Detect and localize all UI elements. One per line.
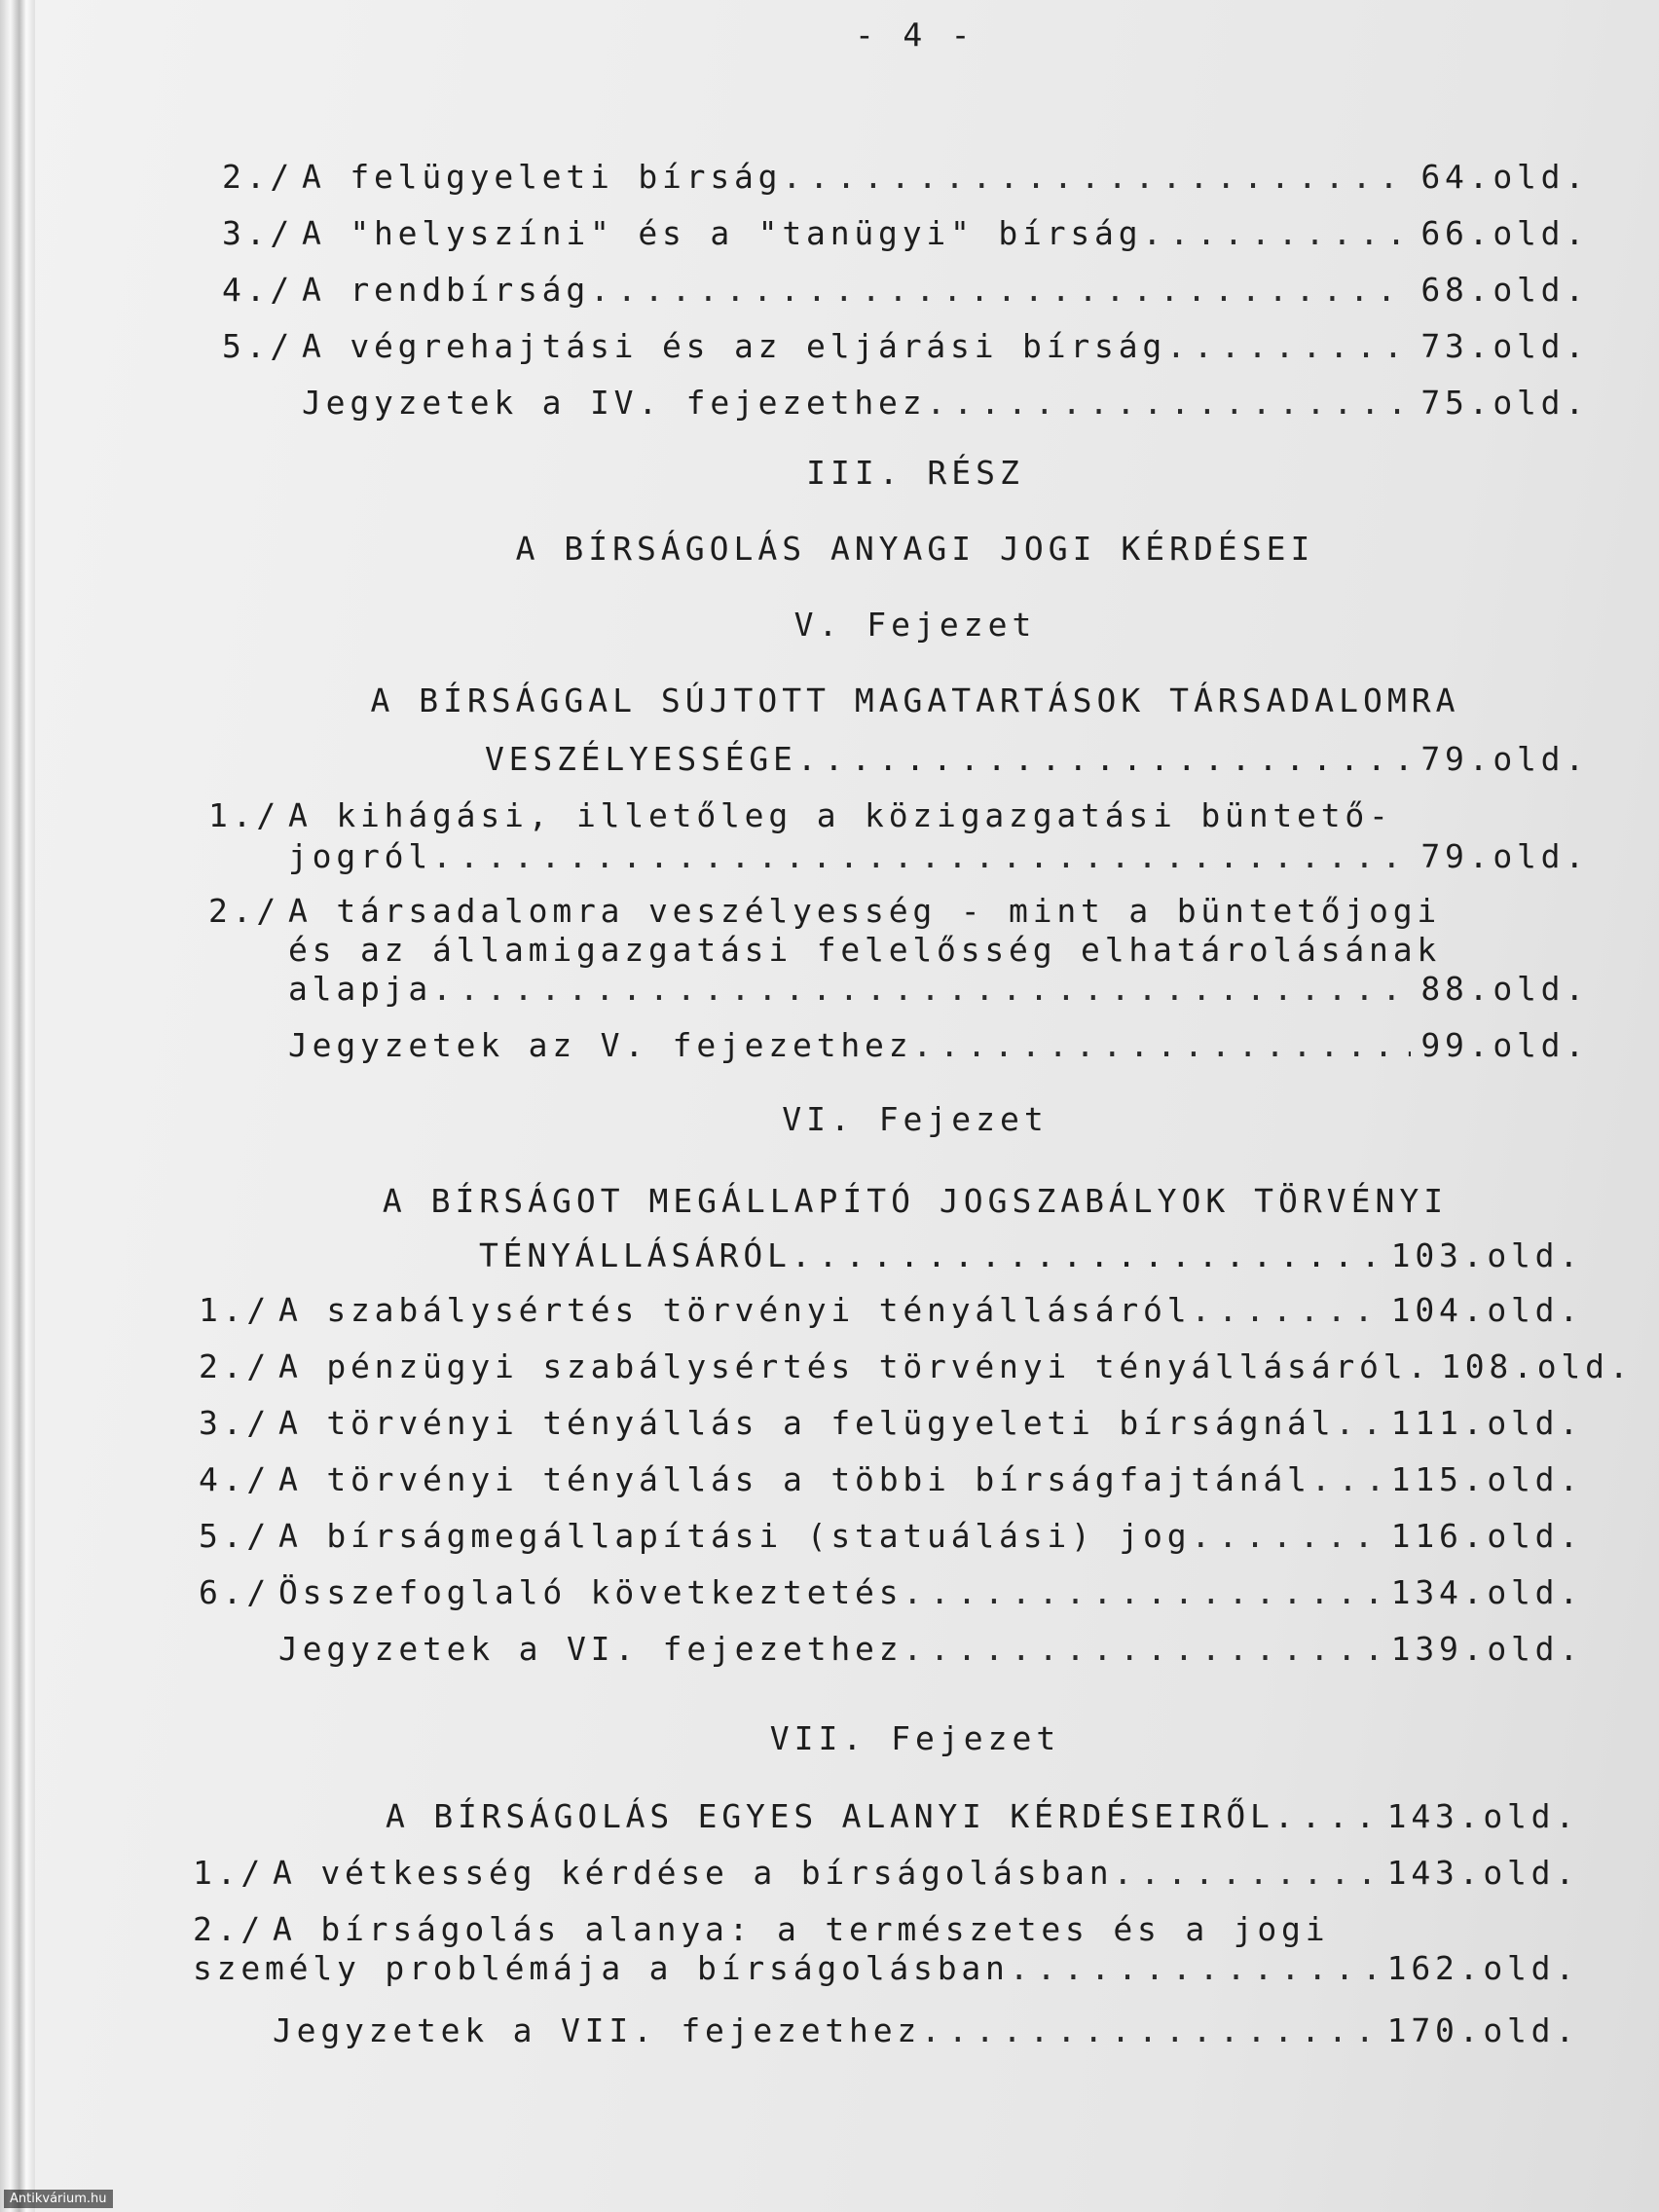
leader-dots bbox=[792, 1236, 1382, 1275]
entry-number: 5./ bbox=[222, 327, 295, 365]
toc-entry bbox=[222, 158, 1589, 197]
entry-page: 111.old. bbox=[1390, 1404, 1583, 1442]
entry-title: Jegyzetek a VI. fejezethez bbox=[278, 1630, 903, 1668]
leader-dots bbox=[1142, 214, 1411, 253]
entry-title: A felügyeleti bírság bbox=[302, 158, 783, 196]
toc-entry bbox=[193, 2011, 1579, 2050]
watermark: Antikvárium.hu bbox=[4, 2190, 113, 2208]
chapter-title-line2: TÉNYÁLLÁSÁRÓL bbox=[479, 1236, 792, 1274]
toc-entry bbox=[222, 384, 1589, 423]
leader-dots bbox=[1191, 1291, 1381, 1330]
leader-dots bbox=[912, 1026, 1411, 1065]
part-title: A BÍRSÁGOLÁS ANYAGI JOGI KÉRDÉSEI bbox=[515, 530, 1315, 568]
entry-title: A törvényi tényállás a többi bírságfajtánál bbox=[278, 1460, 1311, 1498]
toc-entry bbox=[222, 271, 1589, 310]
toc-entry bbox=[199, 1573, 1583, 1612]
leader-dots bbox=[903, 1630, 1381, 1669]
toc-entry bbox=[222, 327, 1589, 366]
leader-dots bbox=[1274, 1797, 1378, 1836]
toc-entry bbox=[199, 1291, 1583, 1330]
leader-dots bbox=[1010, 1949, 1378, 1988]
entry-page: 108.old. bbox=[1441, 1347, 1634, 1385]
toc-entry bbox=[199, 1460, 1583, 1499]
toc-entry bbox=[199, 1404, 1583, 1443]
entry-number: 5./ bbox=[199, 1517, 272, 1555]
chapter-title-continued bbox=[479, 1236, 1583, 1275]
entry-title: Jegyzetek az V. fejezethez bbox=[288, 1026, 913, 1064]
leader-dots bbox=[1166, 327, 1411, 366]
entry-page: 139.old. bbox=[1390, 1630, 1583, 1668]
entry-number: 2./ bbox=[193, 1910, 266, 1948]
entry-page: 66.old. bbox=[1420, 214, 1589, 252]
entry-title: A bírságmegállapítási (statuálási) jog bbox=[278, 1517, 1192, 1555]
entry-page: 73.old. bbox=[1420, 327, 1589, 365]
chapter-title-page: 143.old. bbox=[1386, 1797, 1579, 1835]
toc-entry bbox=[199, 1517, 1583, 1556]
entry-title: A kihágási, illetőleg a közigazgatási büntető- bbox=[288, 796, 1393, 834]
entry-page: 170.old. bbox=[1386, 2011, 1579, 2049]
entry-number: 6./ bbox=[199, 1573, 272, 1611]
leader-dots bbox=[432, 970, 1411, 1009]
chapter-title-line2: VESZÉLYESSÉGE bbox=[485, 740, 797, 778]
entry-title: A rendbírság bbox=[302, 271, 591, 309]
entry-title: A társadalomra veszélyesség - mint a büntetőjogi bbox=[288, 892, 1442, 930]
entry-title-cont: alapja bbox=[288, 970, 433, 1008]
entry-title: Összefoglaló következtetés bbox=[278, 1573, 903, 1611]
entry-page: 79.old. bbox=[1420, 837, 1589, 875]
entry-title: A vétkesség kérdése a bírságolásban bbox=[273, 1854, 1114, 1892]
leader-dots bbox=[590, 271, 1411, 310]
entry-number: 2./ bbox=[199, 1347, 272, 1385]
chapter-title-page: 103.old. bbox=[1390, 1236, 1583, 1274]
leader-dots bbox=[1113, 1854, 1377, 1893]
entry-number: 1./ bbox=[193, 1854, 266, 1892]
entry-page: 75.old. bbox=[1420, 384, 1589, 422]
entry-title: Jegyzetek a VII. fejezethez bbox=[273, 2011, 922, 2049]
toc-entry bbox=[222, 214, 1589, 253]
chapter-title: A BÍRSÁGOLÁS EGYES ALANYI KÉRDÉSEIRŐL bbox=[386, 1797, 1274, 1835]
toc-entry bbox=[208, 892, 1589, 1009]
page-number: - 4 - bbox=[855, 16, 976, 54]
entry-number: 3./ bbox=[222, 214, 295, 252]
entry-page: 88.old. bbox=[1420, 970, 1589, 1008]
leader-dots bbox=[432, 837, 1411, 876]
entry-title: A bírságolás alanya: a természetes és a jogi bbox=[273, 1910, 1330, 1948]
entry-number: 4./ bbox=[199, 1460, 272, 1498]
entry-title-cont: személy problémája a bírságolásban bbox=[193, 1949, 1010, 1987]
entry-page: 116.old. bbox=[1390, 1517, 1583, 1555]
leader-dots bbox=[903, 1573, 1381, 1612]
entry-number: 3./ bbox=[199, 1404, 272, 1442]
chapter-title: A BÍRSÁGGAL SÚJTOTT MAGATARTÁSOK TÁRSADALOMRA bbox=[370, 682, 1460, 719]
entry-page: 162.old. bbox=[1386, 1949, 1579, 1987]
leader-dots bbox=[797, 740, 1412, 779]
entry-title-cont: jogról bbox=[288, 837, 433, 875]
entry-title: A szabálysértés törvényi tényállásáról bbox=[278, 1291, 1192, 1329]
toc-entry bbox=[193, 1910, 1579, 1988]
entry-title: A végrehajtási és az eljárási bírság bbox=[302, 327, 1167, 365]
entry-page: 104.old. bbox=[1390, 1291, 1583, 1329]
chapter-title: A BÍRSÁGOT MEGÁLLAPÍTÓ JOGSZABÁLYOK TÖRVÉNYI bbox=[382, 1182, 1449, 1220]
entry-number: 1./ bbox=[199, 1291, 272, 1329]
chapter-label: VII. Fejezet bbox=[769, 1719, 1061, 1757]
chapter-label: V. Fejezet bbox=[793, 606, 1037, 644]
toc-entry bbox=[208, 1026, 1589, 1065]
chapter-label: VI. Fejezet bbox=[782, 1100, 1049, 1138]
chapter-title-row bbox=[386, 1797, 1579, 1836]
leader-dots bbox=[1311, 1460, 1382, 1499]
entry-title: A "helyszíni" és a "tanügyi" bírság bbox=[302, 214, 1143, 252]
entry-title: A pénzügyi szabálysértés törvényi tényállásáról. bbox=[278, 1347, 1432, 1385]
toc-entry bbox=[193, 1854, 1579, 1893]
entry-number: 4./ bbox=[222, 271, 295, 309]
entry-page: 134.old. bbox=[1390, 1573, 1583, 1611]
chapter-title-page: 79.old. bbox=[1420, 740, 1589, 778]
entry-page: 64.old. bbox=[1420, 158, 1589, 196]
toc-entry bbox=[208, 796, 1589, 876]
leader-dots bbox=[782, 158, 1411, 197]
entry-title-cont: és az államigazgatási felelősség elhatárolásának bbox=[288, 931, 1442, 969]
entry-page: 143.old. bbox=[1386, 1854, 1579, 1892]
leader-dots bbox=[926, 384, 1411, 423]
entry-number: 2./ bbox=[222, 158, 295, 196]
toc-entry bbox=[199, 1347, 1634, 1386]
leader-dots bbox=[1191, 1517, 1381, 1556]
toc-entry bbox=[199, 1630, 1583, 1669]
entry-page: 115.old. bbox=[1390, 1460, 1583, 1498]
leader-dots bbox=[1335, 1404, 1381, 1443]
leader-dots bbox=[921, 2011, 1378, 2050]
entry-number: 1./ bbox=[208, 796, 281, 834]
entry-page: 68.old. bbox=[1420, 271, 1589, 309]
chapter-title-continued bbox=[485, 740, 1589, 779]
entry-title: A törvényi tényállás a felügyeleti bírságnál bbox=[278, 1404, 1336, 1442]
entry-page: 99.old. bbox=[1420, 1026, 1589, 1064]
entry-title: Jegyzetek a IV. fejezethez bbox=[302, 384, 927, 422]
part-label: III. RÉSZ bbox=[806, 454, 1024, 492]
entry-number: 2./ bbox=[208, 892, 281, 930]
